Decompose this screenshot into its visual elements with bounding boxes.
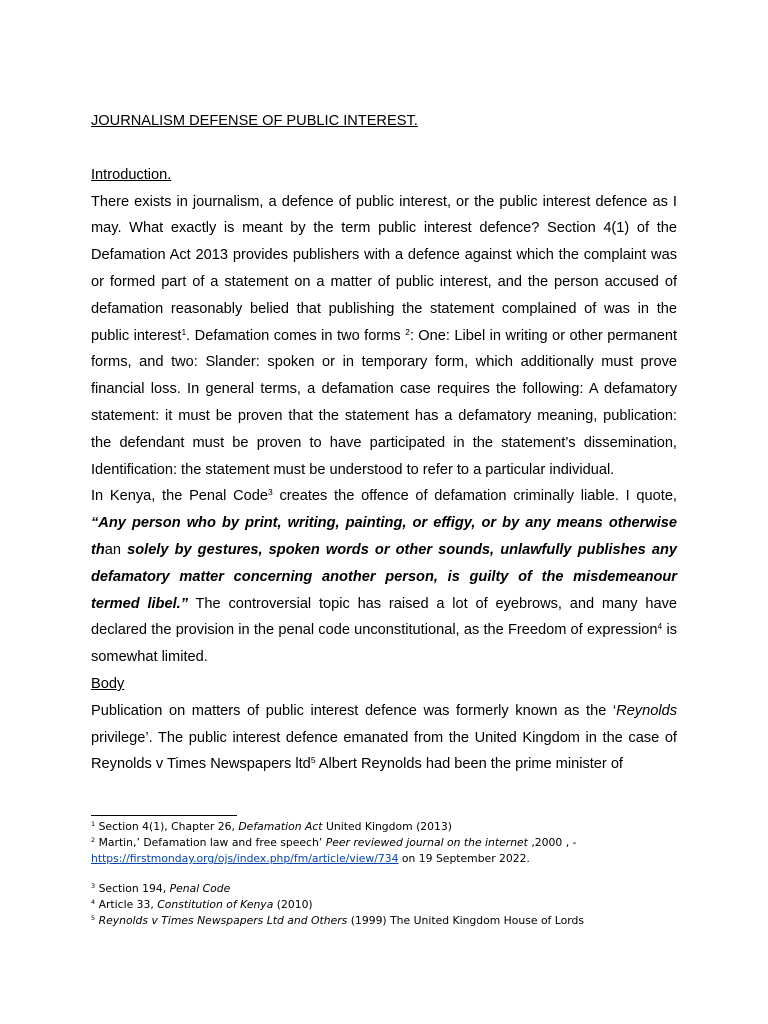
spacer <box>91 867 691 881</box>
quote-text: solely by gestures, spoken words or other sounds, unlawfully publishes any defamatory matter concerning another person, is guilty of the misdemeanour termed libel.” <box>91 541 677 612</box>
footnote-italic: Reynolds v Times Newspapers Ltd and Others <box>98 914 348 927</box>
footnote-link[interactable]: https://firstmonday.org/ojs/index.php/fm/article/view/734 <box>91 852 399 865</box>
footnote-3 <box>91 881 691 897</box>
footnote-1 <box>91 819 691 835</box>
footnote-ref-3[interactable]: 3 <box>268 487 273 498</box>
paragraph-text: privilege’. The public interest defence emanated from the United Kingdom in the case of Reynolds v Times Newspapers ltd <box>91 729 677 773</box>
section-heading-body: Body <box>91 675 125 692</box>
footnote-ref-5[interactable]: 5 <box>310 755 316 766</box>
footnote-text: (1999) The United Kingdom House of Lords <box>347 914 584 927</box>
paragraph-introduction <box>91 189 677 484</box>
footnote-number: 2 <box>91 836 96 844</box>
footnote-number: 1 <box>91 820 96 828</box>
paragraph-text: The controversial topic has raised a lot of eyebrows, and many have declared the provision in the penal code unconstitutional, as the Freedom of expression <box>91 595 677 639</box>
footnote-2 <box>91 835 691 867</box>
footnote-ref-4[interactable]: 4 <box>657 621 663 632</box>
footnote-text: Martin,’ Defamation law and free speech’ <box>95 836 326 849</box>
section-heading-introduction: Introduction. <box>91 166 172 183</box>
footnote-italic: Defamation Act <box>238 820 323 833</box>
footnote-italic: Peer reviewed journal on the internet <box>325 836 528 849</box>
footnote-number: 5 <box>91 914 96 922</box>
document-title: JOURNALISM DEFENSE OF PUBLIC INTEREST. <box>91 113 418 129</box>
footnote-number: 4 <box>91 898 96 906</box>
footnotes-section <box>91 815 691 929</box>
footnote-text: Section 4(1), Chapter 26, <box>95 820 239 833</box>
footnote-4 <box>91 897 691 913</box>
paragraph-text: Publication on matters of public interest defence was formerly known as the ‘ <box>91 702 617 719</box>
footnote-italic: Constitution of Kenya <box>157 898 274 911</box>
paragraph-text: In Kenya, the Penal Code <box>91 488 269 505</box>
footnote-text: Article 33, <box>95 898 158 911</box>
paragraph-kenya <box>91 483 677 671</box>
footnote-text: (2010) <box>273 898 313 911</box>
paragraph-body <box>91 698 677 778</box>
footnote-text: Section 194, <box>95 882 170 895</box>
document-body <box>91 108 677 778</box>
italic-text: Reynolds <box>616 702 677 719</box>
footnote-text: on 19 September 2022. <box>398 852 530 865</box>
footnote-5 <box>91 913 691 929</box>
paragraph-text: Albert Reynolds had been the prime minister of <box>315 756 623 773</box>
quote-text-regular: an <box>104 541 122 558</box>
footnote-number: 3 <box>91 882 96 890</box>
paragraph-text: . Defamation comes in two forms <box>186 327 406 344</box>
paragraph-text: creates the offence of defamation criminally liable. I quote, <box>272 488 677 505</box>
footnote-italic: Penal Code <box>169 882 231 895</box>
quote-text: “Any person who by print, writing, painting, or effigy, or by any means otherwise th <box>91 515 677 558</box>
footnote-separator <box>91 815 237 816</box>
spacer <box>91 135 677 162</box>
paragraph-text: : One: Libel in writing or other permanent forms, and two: Slander: spoken or in temporary form, which additionally must prove financial loss. In general terms, a defamation case requires the following: A defamatory statement: it must be proven that the statement has a defamatory meaning, publication: the defendant must be proven to have participated in the statement’s dissemination, Identification: the statement must be understood to refer to a particular individual. <box>91 327 677 478</box>
footnote-text: ,2000 , - <box>527 836 577 849</box>
footnote-ref-1[interactable]: 1 <box>181 326 187 337</box>
footnote-ref-2[interactable]: 2 <box>405 326 410 337</box>
footnote-text: United Kingdom (2013) <box>322 820 452 833</box>
paragraph-text: is somewhat limited. <box>91 622 677 666</box>
paragraph-text: There exists in journalism, a defence of public interest, or the public interest defence as I may. What exactly is meant by the term public interest defence? Section 4(1) of the Defamation Act 2013 provides publishers with a defence against which the complaint was or formed part of a statement on a matter of public interest, and the person accused of defamation reasonably belied that publishing the statement complained of was in the public interest <box>91 193 677 344</box>
